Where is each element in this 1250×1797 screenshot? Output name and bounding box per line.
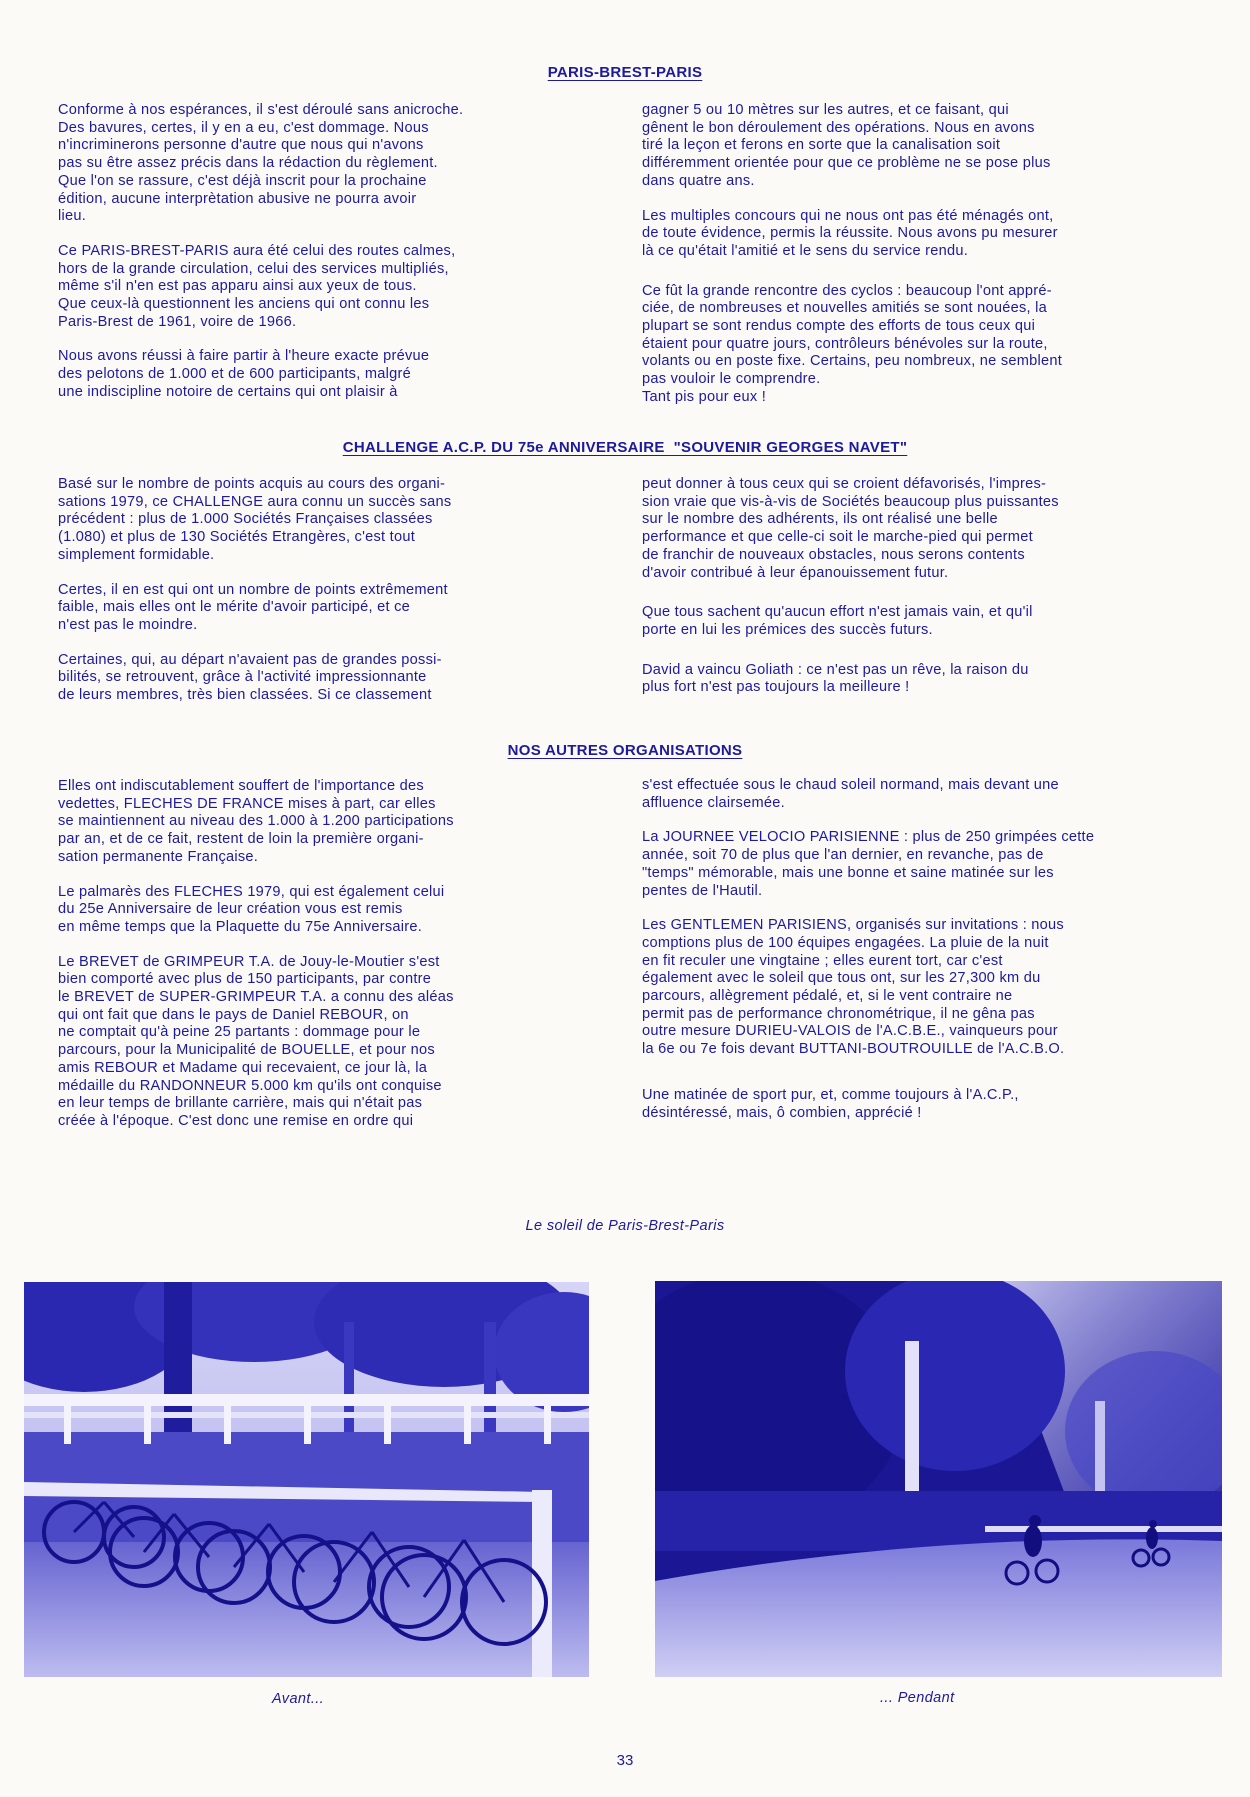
section1-right-column [642,102,1187,424]
paragraph: Nous avons réussi à faire partir à l'heure exacte prévue des pelotons de 1.000 et de 600 participants, malgré une indiscipline notoire de certains qui ont plaisir à [58,348,430,400]
photo-cyclists-during [655,1281,1222,1677]
paragraph: Le palmarès des FLECHES 1979, qui est également celui du 25e Anniversaire de leur création vous est remis en même temps que la Plaquette du 75e Anniversaire. [58,883,445,935]
page-number: 33 [616,1752,634,1769]
section3-right-column [642,777,1187,1139]
section2-right-column [642,476,1187,714]
paragraph: Que tous sachent qu'aucun effort n'est jamais vain, et qu'il porte en lui les prémices des succès futurs. [642,604,1033,638]
paragraph: La JOURNEE VELOCIO PARISIENNE : plus de 250 grimpées cette année, soit 70 de plus que l'an dernier, en revanche, pas de "temps" mémorable, mais une bonne et saine matinée sur les pentes de l'Hautil. [642,829,1095,899]
paragraph: peut donner à tous ceux qui se croient défavorisés, l'impres- sion vraie que vis-à-vis de Sociétés beaucoup plus puissantes sur le nombre des adhérents, ils ont réalisé une belle performance et que celle-ci soit le marche-pied qui permet de franchir de nouveaux obstacles, nous serons contents d'avoir contribué à leur épanouissement futur. [642,476,1059,581]
paragraph: Une matinée de sport pur, et, comme toujours à l'A.C.P., désintéressé, mais, ô combien, apprécié ! [642,1086,1019,1121]
paragraph: Elles ont indiscutablement souffert de l'importance des vedettes, FLECHES DE FRANCE mises à part, car elles se maintiennent au niveau des 1.000 à 1.200 participations par an, et de ce fait, restent de loin la première organi- sation permanente Française. [58,778,454,865]
paragraph: Les GENTLEMEN PARISIENS, organisés sur invitations : nous comptions plus de 100 équipes engagées. La pluie de la nuit en fit reculer une vingtaine ; elles eurent tort, car c'est également avec le soleil que tous ont, sur les 27,300 km du parcours, allègrement pédalé, et, si le vent contraire ne permit pas de performance chronométrique, il ne gêna pas outre mesure DURIEU-VALOIS de l'A.C.B.E., vainqueurs pour la 6e ou 7e fois devant BUTTANI-BOUTROUILLE de l'A.C.B.O. [642,917,1065,1058]
section-heading-challenge: CHALLENGE A.C.P. DU 75e ANNIVERSAIRE "SOUVENIR GEORGES NAVET" [342,439,908,456]
paragraph: Certaines, qui, au départ n'avaient pas de grandes possi- bilités, se retrouvent, grâce à l'activité impressionnante de leurs membres, très bien classées. Si ce classement [58,651,442,704]
paragraph: Le BREVET de GRIMPEUR T.A. de Jouy-le-Moutier s'est bien comporté avec plus de 150 participants, par contre le BREVET de SUPER-GRIMPEUR T.A. a connu des aléas qui ont fait que dans le pays de Daniel REBOUR, on ne comptait qu'à peine 25 partants : dommage pour le parcours, pour la Municipalité de BOUELLE, et pour nos amis REBOUR et Madame qui recevaient, ce jour là, la médaille du RANDONNEUR 5.000 km qu'ils ont conquise en leur temps de brillante carrière, mais qui n'était pas créée à l'époque. C'est donc une remise en ordre qui [58,953,454,1129]
paragraph: Ce PARIS-BREST-PARIS aura été celui des routes calmes, hors de la grande circulation, celui des services multipliés, même s'il n'en est pas apparu ainsi aux yeux de tous. Que ceux-là questionnent les anciens qui ont connu les Paris-Brest de 1961, voire de 1966. [58,242,456,330]
paragraph: David a vaincu Goliath : ce n'est pas un rêve, la raison du plus fort n'est pas toujours la meilleure ! [642,661,1029,696]
paragraph: s'est effectuée sous le chaud soleil normand, mais devant une affluence clairsemée. [642,777,1059,811]
photo-bicycles-before [24,1282,589,1677]
section-heading-autres-organisations: NOS AUTRES ORGANISATIONS [507,742,743,759]
paragraph: gagner 5 ou 10 mètres sur les autres, et ce faisant, qui gênent le bon déroulement des opérations. Nous en avons tiré la leçon et ferons en sorte que la canalisation soit différemment orientée pour que ce problème ne se pose plus dans quatre ans. [642,102,1051,189]
caption-left: Avant... [272,1691,325,1707]
section2-left-column [58,476,603,722]
section3-left-column [58,778,603,1148]
section-heading-paris-brest-paris: PARIS-BREST-PARIS [547,64,703,81]
caption-right: ... Pendant [880,1690,955,1706]
paragraph: Conforme à nos espérances, il s'est déroulé sans anicroche. Des bavures, certes, il y en a eu, c'est dommage. Nous n'incriminerons personne d'autre que nous qui n'avons pas su être assez précis dans la rédaction du règlement. Que l'on se rassure, c'est déjà inscrit pour la prochaine édition, aucune interprètation abusive ne pourra avoir lieu. [58,102,464,225]
section1-left-column [58,102,603,419]
paragraph: Les multiples concours qui ne nous ont pas été ménagés ont, de toute évidence, permis la réussite. Nous avons pu mesurer là ce qu'était l'amitié et le sens du service rendu. [642,207,1058,259]
paragraph: Basé sur le nombre de points acquis au cours des organi- sations 1979, ce CHALLENGE aura connu un succès sans précédent : plus de 1.000 Sociétés Françaises classées (1.080) et plus de 130 Sociétés Etrangères, c'est tout simplement formidable. [58,476,452,563]
paragraph: Certes, il en est qui ont un nombre de points extrêmement faible, mais elles ont le mérite d'avoir participé, et ce n'est pas le moindre. [58,581,448,633]
paragraph: Ce fût la grande rencontre des cyclos : beaucoup l'ont appré- ciée, de nombreuses et nouvelles amitiés se sont nouées, la plupart se sont rendus compte des efforts de tous ceux qui étaient pour quatre jours, contrôleurs bénévoles sur la route, volants ou en poste fixe. Certains, peu nombreux, ne semblent pas vouloir le comprendre. Tant pis pour eux ! [642,282,1063,405]
photo-title: Le soleil de Paris-Brest-Paris [525,1218,725,1234]
